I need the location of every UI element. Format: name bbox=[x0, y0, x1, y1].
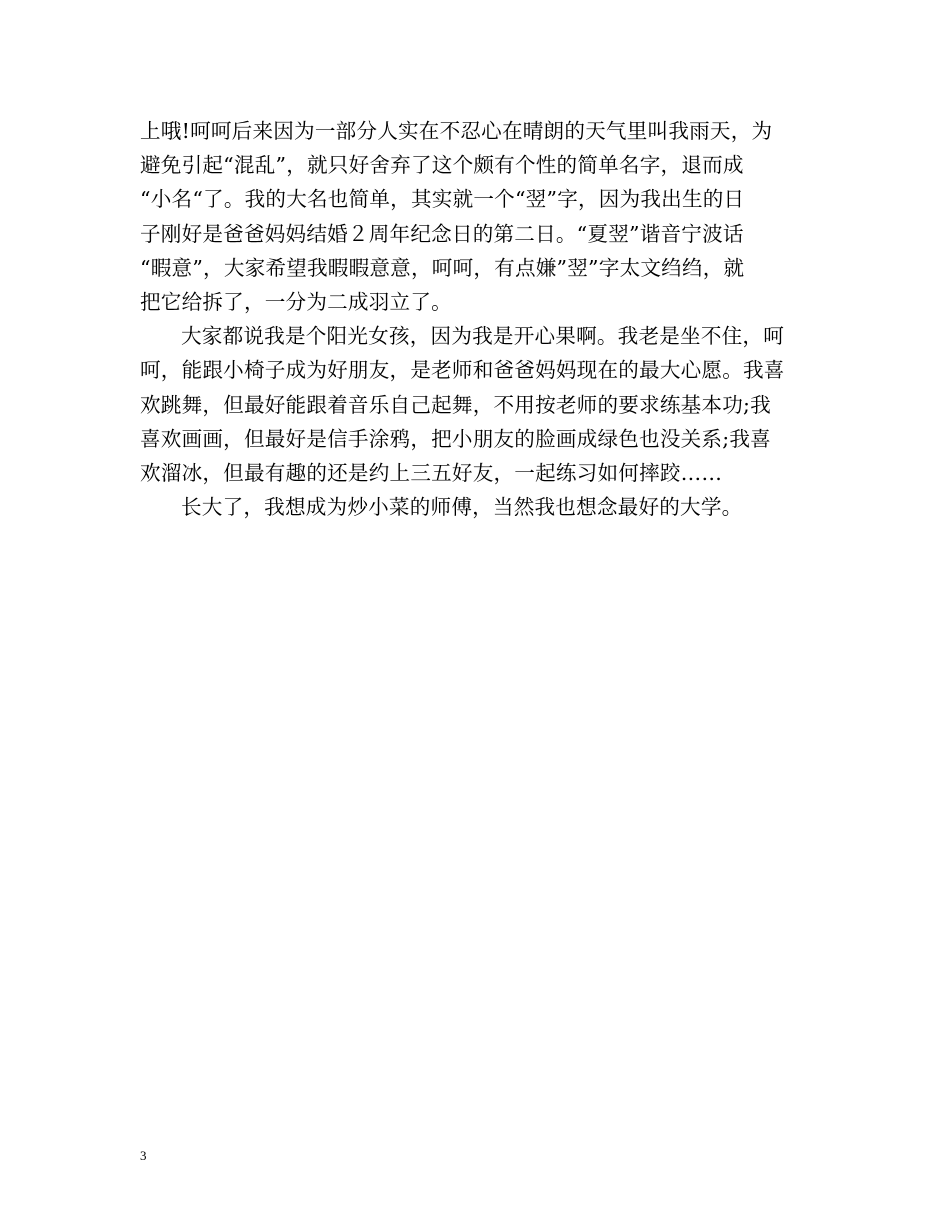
text-line: “小名“了。我的大名也简单，其实就一个“翌”字，因为我出生的日 bbox=[140, 187, 745, 212]
text-line: 避免引起“混乱”，就只好舍弃了这个颇有个性的简单名字，退而成 bbox=[140, 153, 744, 178]
page-number: 3 bbox=[140, 1148, 147, 1163]
text-line: 把它给拆了，一分为二成羽立了。 bbox=[140, 289, 452, 314]
text-line: 上哦!呵呵后来因为一部分人实在不忍心在晴朗的天气里叫我雨天，为 bbox=[140, 119, 773, 143]
text-line: 子刚好是爸爸妈妈结婚２周年纪念日的第二日。“夏翌”谐音宁波话 bbox=[140, 221, 744, 246]
text-line: “暇意”，大家希望我暇暇意意，呵呵，有点嫌”翌”字太文绉绉，就 bbox=[140, 255, 745, 280]
paragraph-first-line: 大家都说我是个阳光女孩，因为我是开心果啊。我老是坐不住，呵 bbox=[181, 324, 785, 349]
body-text bbox=[140, 114, 816, 524]
text-line: 欢跳舞，但最好能跟着音乐自己起舞，不用按老师的要求练基本功;我 bbox=[140, 392, 771, 417]
text-line: 喜欢画画，但最好是信手涂鸦，把小朋友的脸画成绿色也没关系;我喜 bbox=[140, 426, 771, 451]
text-line: 欢溜冰，但最有趣的还是约上三五好友，一起练习如何摔跤…… bbox=[140, 460, 723, 485]
text-line: 呵，能跟小椅子成为好朋友，是老师和爸爸妈妈现在的最大心愿。我喜 bbox=[140, 358, 785, 383]
paragraph-first-line: 长大了，我想成为炒小菜的师傅，当然我也想念最好的大学。 bbox=[181, 495, 743, 520]
